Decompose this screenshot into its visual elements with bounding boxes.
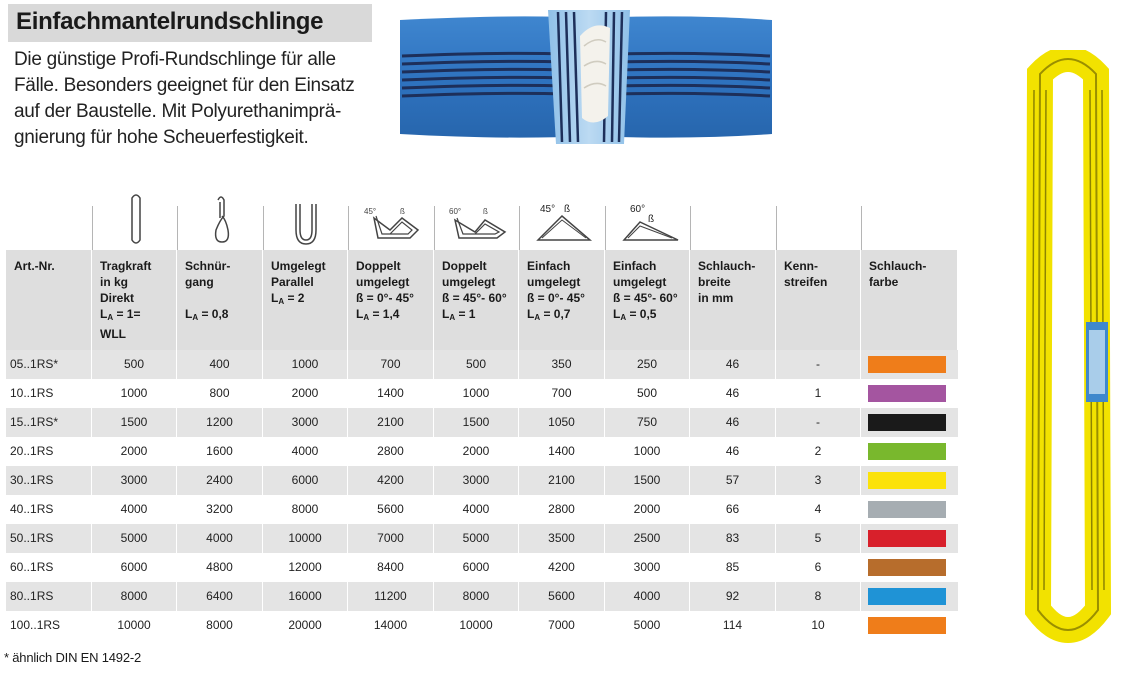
header-line: Tragkraft	[100, 259, 152, 273]
table-cell: 5600	[519, 582, 605, 611]
table-cell: 6000	[92, 553, 177, 582]
sleeve-color-swatch	[868, 559, 946, 576]
header-line: umgelegt	[442, 275, 496, 289]
single-basket-45-icon	[532, 190, 596, 250]
table-cell: 5000	[92, 524, 177, 553]
table-cell: 4000	[177, 524, 263, 553]
intro-line: Fälle. Besonders geeignet für den Einsatz	[14, 75, 355, 96]
table-cell: 57	[690, 466, 776, 495]
column-header	[690, 250, 776, 350]
beta-label: ß	[648, 214, 655, 225]
header-line: in kg	[100, 275, 129, 289]
header-line: Schlauch-	[869, 259, 927, 273]
table-cell: 92	[690, 582, 776, 611]
table-cell: 2500	[605, 524, 690, 553]
header-line: ß = 45°- 60°	[613, 291, 678, 305]
column-divider	[519, 206, 520, 250]
table-row	[6, 437, 958, 466]
header-line: ß = 45°- 60°	[442, 291, 507, 305]
single-basket-60-icon	[618, 190, 682, 250]
sleeve-color-swatch	[868, 385, 946, 402]
table-row	[6, 350, 958, 379]
table-cell: 700	[348, 350, 434, 379]
table-row	[6, 524, 958, 553]
header-line: ß = 0°- 45°	[527, 291, 585, 305]
header-line: Art.-Nr.	[14, 259, 55, 273]
table-cell: 1050	[519, 408, 605, 437]
table-cell: -	[776, 350, 861, 379]
table-cell: 3500	[519, 524, 605, 553]
load-factor: $L_A = 0,8$	[185, 307, 229, 322]
header-line: Kenn-	[784, 259, 818, 273]
table-cell: 12000	[263, 553, 348, 582]
column-header	[92, 250, 177, 350]
table-cell: 1000	[605, 437, 690, 466]
column-divider	[177, 206, 178, 250]
table-cell: 1500	[434, 408, 519, 437]
header-line: in mm	[698, 291, 734, 305]
header-line: streifen	[784, 275, 828, 289]
article-number: 100..1RS	[6, 611, 92, 640]
table-cell: 3200	[177, 495, 263, 524]
table-cell: 3000	[605, 553, 690, 582]
sleeve-color-swatch	[868, 530, 946, 547]
table-cell: 4800	[177, 553, 263, 582]
table-row	[6, 611, 958, 640]
table-cell: 2800	[348, 437, 434, 466]
table-cell: 6000	[434, 553, 519, 582]
table-cell: 1200	[177, 408, 263, 437]
header-note: WLL	[100, 327, 126, 341]
column-header	[519, 250, 605, 350]
table-row	[6, 379, 958, 408]
table-cell: 10	[776, 611, 861, 640]
column-header	[177, 250, 263, 350]
article-number: 15..1RS*	[6, 408, 92, 437]
column-header	[605, 250, 690, 350]
table-cell: 800	[177, 379, 263, 408]
table-cell: 114	[690, 611, 776, 640]
article-number: 40..1RS	[6, 495, 92, 524]
table-cell: -	[776, 408, 861, 437]
table-cell: 2100	[519, 466, 605, 495]
angle-label: 60°	[630, 204, 646, 215]
table-cell: 20000	[263, 611, 348, 640]
header-line: Umgelegt	[271, 259, 326, 273]
table-cell: 500	[434, 350, 519, 379]
table-cell: 8000	[92, 582, 177, 611]
table-cell: 1600	[177, 437, 263, 466]
table-cell: 1000	[92, 379, 177, 408]
table-header	[6, 250, 958, 350]
intro-line: auf der Baustelle. Mit Polyurethanimprä-	[14, 101, 341, 122]
table-cell: 4000	[263, 437, 348, 466]
table-cell: 1	[776, 379, 861, 408]
angle-label: 45°	[364, 207, 377, 216]
header-line: umgelegt	[613, 275, 667, 289]
footnote: * ähnlich DIN EN 1492-2	[4, 650, 142, 665]
table-cell: 46	[690, 350, 776, 379]
table-row	[6, 553, 958, 582]
table-cell: 5000	[434, 524, 519, 553]
table-cell: 2000	[92, 437, 177, 466]
load-factor: $L_A = 0,5$	[613, 307, 657, 322]
table-cell: 1400	[519, 437, 605, 466]
table-cell: 4000	[92, 495, 177, 524]
column-header	[434, 250, 519, 350]
column-divider	[605, 206, 606, 250]
article-number: 20..1RS	[6, 437, 92, 466]
table-cell: 250	[605, 350, 690, 379]
direct-lift-icon	[124, 190, 148, 250]
table-row	[6, 408, 958, 437]
table-cell: 3000	[92, 466, 177, 495]
sleeve-color-swatch	[868, 501, 946, 518]
table-cell: 14000	[348, 611, 434, 640]
column-divider	[690, 206, 691, 250]
beta-label: ß	[564, 204, 571, 215]
header-line: Einfach	[527, 259, 571, 273]
icon-row	[6, 190, 958, 250]
sleeve-color-swatch	[868, 443, 946, 460]
table-row	[6, 466, 958, 495]
basket-hitch-icon	[290, 190, 322, 250]
table-cell: 46	[690, 379, 776, 408]
sleeve-color-swatch	[868, 472, 946, 489]
header-line: Direkt	[100, 291, 135, 305]
table-cell: 700	[519, 379, 605, 408]
table-cell: 46	[690, 408, 776, 437]
load-factor: $L_A = 1,4$	[356, 307, 400, 322]
column-divider	[861, 206, 862, 250]
table-cell: 6400	[177, 582, 263, 611]
intro-text	[14, 47, 370, 151]
table-cell: 3000	[434, 466, 519, 495]
header-line: umgelegt	[356, 275, 410, 289]
table-cell: 2800	[519, 495, 605, 524]
table-cell: 3000	[263, 408, 348, 437]
header-line: Einfach	[613, 259, 657, 273]
table-cell: 4000	[605, 582, 690, 611]
table-cell: 1500	[92, 408, 177, 437]
table-cell: 8000	[263, 495, 348, 524]
table-cell: 7000	[348, 524, 434, 553]
article-number: 30..1RS	[6, 466, 92, 495]
table-cell: 500	[605, 379, 690, 408]
table-cell: 2000	[434, 437, 519, 466]
article-number: 05..1RS*	[6, 350, 92, 379]
header-line: Parallel	[271, 275, 314, 289]
table-cell: 2000	[605, 495, 690, 524]
column-header	[776, 250, 861, 350]
sleeve-color-swatch	[868, 414, 946, 431]
column-header	[263, 250, 348, 350]
header-line: Doppelt	[356, 259, 401, 273]
load-factor: $L_A = 0,7$	[527, 307, 571, 322]
header-line: Schlauch-	[698, 259, 756, 273]
header-line: umgelegt	[527, 275, 581, 289]
column-divider	[348, 206, 349, 250]
table-cell: 1000	[263, 350, 348, 379]
table-cell: 3	[776, 466, 861, 495]
table-cell: 6000	[263, 466, 348, 495]
table-cell: 83	[690, 524, 776, 553]
table-cell: 8400	[348, 553, 434, 582]
angle-label: 60°	[449, 207, 462, 216]
sleeve-color-swatch	[868, 588, 946, 605]
blue-sling-image	[398, 6, 774, 146]
header-line: Schnür-	[185, 259, 231, 273]
double-basket-60-icon	[445, 190, 509, 250]
table-cell: 500	[92, 350, 177, 379]
table-cell: 11200	[348, 582, 434, 611]
header-line: farbe	[869, 275, 899, 289]
table-cell: 8000	[434, 582, 519, 611]
article-number: 60..1RS	[6, 553, 92, 582]
table-cell: 16000	[263, 582, 348, 611]
column-divider	[263, 206, 264, 250]
table-cell: 4000	[434, 495, 519, 524]
table-cell: 2400	[177, 466, 263, 495]
table-cell: 2000	[263, 379, 348, 408]
table-row	[6, 582, 958, 611]
load-factor: $L_A = 1=$	[100, 307, 141, 322]
column-header	[6, 250, 92, 350]
header-line: Doppelt	[442, 259, 487, 273]
column-divider	[92, 206, 93, 250]
page-title: Einfachmantelrundschlinge	[8, 4, 372, 42]
intro-line: gnierung für hohe Scheuerfestigkeit.	[14, 127, 309, 148]
sleeve-color-swatch	[868, 617, 946, 634]
table-cell: 7000	[519, 611, 605, 640]
beta-label: ß	[483, 207, 488, 216]
table-cell: 2	[776, 437, 861, 466]
table-cell: 85	[690, 553, 776, 582]
table-cell: 750	[605, 408, 690, 437]
header-line: gang	[185, 275, 214, 289]
table-cell: 10000	[92, 611, 177, 640]
table-cell: 4200	[519, 553, 605, 582]
table-cell: 6	[776, 553, 861, 582]
table-row	[6, 495, 958, 524]
intro-line: Die günstige Profi-Rundschlinge für alle	[14, 49, 336, 70]
article-number: 10..1RS	[6, 379, 92, 408]
table-cell: 8000	[177, 611, 263, 640]
yellow-sling-image	[1010, 50, 1126, 650]
table-cell: 2100	[348, 408, 434, 437]
table-cell: 10000	[434, 611, 519, 640]
table-cell: 4	[776, 495, 861, 524]
table-cell: 4200	[348, 466, 434, 495]
header-line: breite	[698, 275, 731, 289]
double-basket-45-icon	[360, 190, 424, 250]
table-cell: 1000	[434, 379, 519, 408]
header-line: ß = 0°- 45°	[356, 291, 414, 305]
column-divider	[776, 206, 777, 250]
table-cell: 46	[690, 437, 776, 466]
article-number: 50..1RS	[6, 524, 92, 553]
table-cell: 66	[690, 495, 776, 524]
table-cell: 10000	[263, 524, 348, 553]
table-cell: 5	[776, 524, 861, 553]
load-factor: $L_A = 1$	[442, 307, 476, 322]
column-header	[861, 250, 958, 350]
column-header	[348, 250, 434, 350]
load-factor: $L_A = 2$	[271, 291, 305, 306]
column-divider	[434, 206, 435, 250]
table-cell: 350	[519, 350, 605, 379]
table-cell: 5000	[605, 611, 690, 640]
beta-label: ß	[400, 207, 405, 216]
article-number: 80..1RS	[6, 582, 92, 611]
table-cell: 400	[177, 350, 263, 379]
table-cell: 1400	[348, 379, 434, 408]
angle-label: 45°	[540, 204, 556, 215]
table-cell: 1500	[605, 466, 690, 495]
sleeve-color-swatch	[868, 356, 946, 373]
table-cell: 8	[776, 582, 861, 611]
table-cell: 5600	[348, 495, 434, 524]
choke-hitch-icon	[206, 190, 236, 250]
